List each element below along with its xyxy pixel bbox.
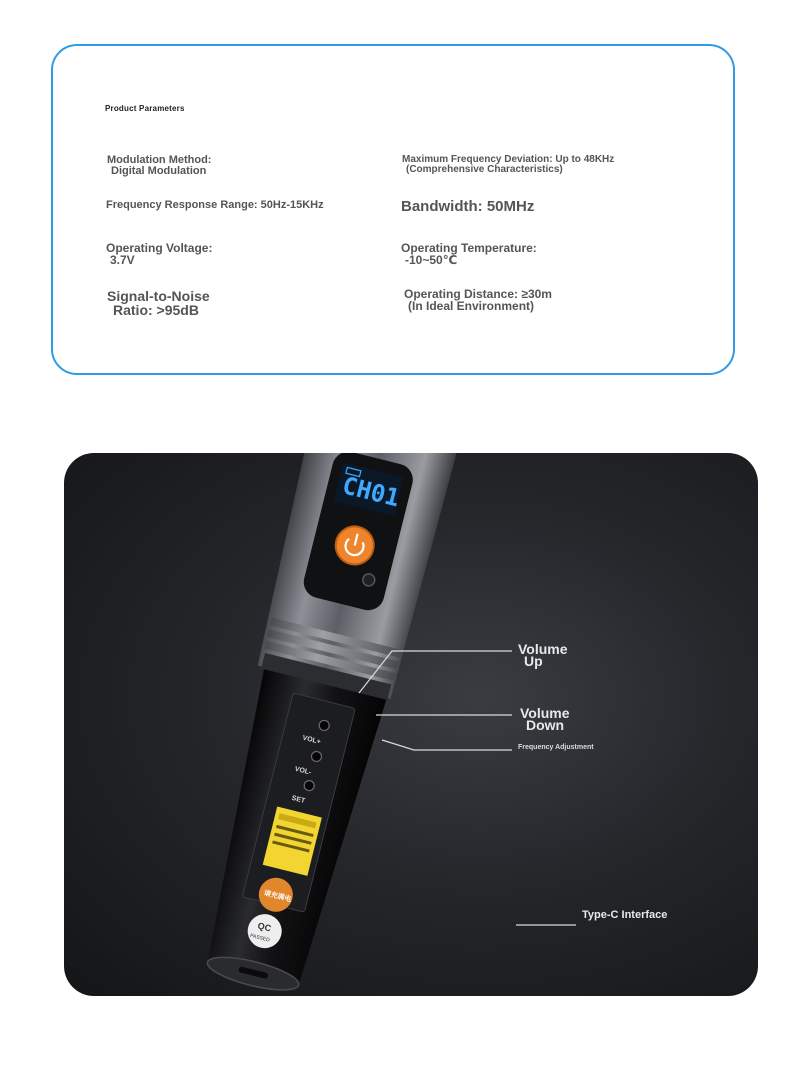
param-frequency-response: Frequency Response Range: 50Hz-15KHz (106, 199, 324, 211)
param-snr-value: Ratio: >95dB (113, 302, 199, 318)
param-voltage (106, 242, 212, 266)
microphone-product-image (64, 453, 758, 996)
vol-down-label: VOL- (293, 765, 312, 777)
callout-volume-up-line1: Volume (518, 641, 568, 657)
callout-volume-down-line2: Down (526, 716, 565, 733)
lcd-channel-display: CH01 (339, 471, 403, 513)
param-distance-label: Operating Distance: ≥30m (404, 287, 552, 301)
callout-type-c-interface: Type-C Interface (582, 909, 668, 921)
charge-sticker-text: 请充满电 (262, 889, 292, 904)
param-snr-label: Signal-to-Noise (107, 288, 210, 304)
callout-line-frequency (382, 740, 512, 750)
callout-frequency-adjustment: Frequency Adjustment (518, 744, 594, 751)
param-temperature-label: Operating Temperature: (401, 241, 537, 255)
param-voltage-label: Operating Voltage: (106, 241, 213, 255)
param-temperature-value: -10~50℃ (405, 253, 458, 267)
qc-sticker-bottom: PASSED (249, 932, 271, 944)
param-frequency-deviation-label: Maximum Frequency Deviation: Up to 48KHz (402, 154, 615, 165)
param-signal-to-noise (107, 289, 210, 317)
callout-volume-down-line1: Volume (520, 705, 570, 721)
param-operating-distance (404, 288, 552, 312)
param-frequency-deviation (402, 155, 614, 175)
vol-up-label: VOL+ (301, 734, 322, 746)
param-modulation-label: Modulation Method: (107, 154, 212, 166)
param-temperature (401, 242, 537, 266)
param-bandwidth: Bandwidth: 50MHz (401, 198, 535, 215)
param-modulation (107, 155, 211, 177)
param-voltage-value: 3.7V (110, 253, 135, 267)
param-distance-note: (In Ideal Environment) (408, 299, 535, 313)
callout-volume-up-line2: Up (524, 652, 543, 669)
param-modulation-value: Digital Modulation (111, 165, 207, 177)
parameters-title: Product Parameters (105, 104, 185, 113)
param-frequency-deviation-note: (Comprehensive Characteristics) (406, 164, 563, 175)
qc-sticker-top: QC (256, 920, 273, 934)
callout-volume-down (520, 705, 570, 733)
product-parameters-card (51, 44, 735, 375)
callout-volume-up (518, 641, 568, 669)
set-label: SET (290, 794, 306, 805)
